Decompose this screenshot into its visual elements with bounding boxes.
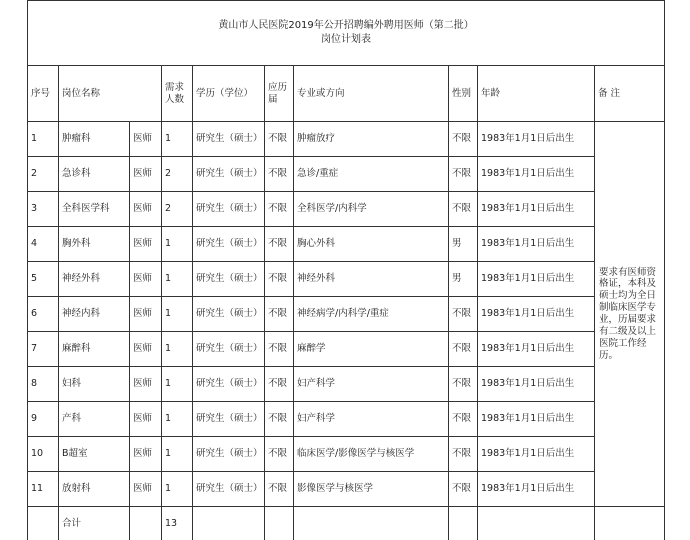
header-age: 年龄 bbox=[478, 66, 595, 122]
cell-fresh: 不限 bbox=[265, 472, 294, 507]
total-count: 13 bbox=[162, 507, 193, 540]
cell-title: 医师 bbox=[130, 472, 162, 507]
cell-gender: 不限 bbox=[449, 157, 478, 192]
cell-major: 麻醉学 bbox=[294, 332, 449, 367]
cell-age: 1983年1月1日后出生 bbox=[478, 472, 595, 507]
cell-age: 1983年1月1日后出生 bbox=[478, 437, 595, 472]
cell-dept: B超室 bbox=[59, 437, 130, 472]
cell-dept: 神经外科 bbox=[59, 262, 130, 297]
cell-title: 医师 bbox=[130, 402, 162, 437]
cell-dept: 急诊科 bbox=[59, 157, 130, 192]
header-major: 专业或方向 bbox=[294, 66, 449, 122]
cell-count: 1 bbox=[162, 122, 193, 157]
cell-index: 7 bbox=[28, 332, 59, 367]
cell-fresh: 不限 bbox=[265, 262, 294, 297]
table-row bbox=[28, 367, 665, 402]
cell-age: 1983年1月1日后出生 bbox=[478, 192, 595, 227]
cell-dept: 麻醉科 bbox=[59, 332, 130, 367]
cell-education: 研究生（硕士） bbox=[193, 472, 265, 507]
cell-age: 1983年1月1日后出生 bbox=[478, 157, 595, 192]
cell-count: 1 bbox=[162, 402, 193, 437]
cell-fresh: 不限 bbox=[265, 192, 294, 227]
header-index: 序号 bbox=[28, 66, 59, 122]
cell-education: 研究生（硕士） bbox=[193, 262, 265, 297]
table-row bbox=[28, 227, 665, 262]
header-row bbox=[28, 66, 665, 122]
title-line-2: 岗位计划表 bbox=[321, 34, 372, 45]
cell-education: 研究生（硕士） bbox=[193, 437, 265, 472]
cell-gender: 不限 bbox=[449, 332, 478, 367]
cell-gender: 不限 bbox=[449, 367, 478, 402]
cell-index: 2 bbox=[28, 157, 59, 192]
total-gender-cell bbox=[449, 507, 478, 540]
cell-major: 胸心外科 bbox=[294, 227, 449, 262]
cell-age: 1983年1月1日后出生 bbox=[478, 227, 595, 262]
cell-title: 医师 bbox=[130, 262, 162, 297]
cell-gender: 不限 bbox=[449, 472, 478, 507]
table-row bbox=[28, 472, 665, 507]
cell-gender: 不限 bbox=[449, 297, 478, 332]
cell-dept: 放射科 bbox=[59, 472, 130, 507]
cell-index: 3 bbox=[28, 192, 59, 227]
cell-fresh: 不限 bbox=[265, 367, 294, 402]
cell-title: 医师 bbox=[130, 332, 162, 367]
cell-age: 1983年1月1日后出生 bbox=[478, 297, 595, 332]
cell-fresh: 不限 bbox=[265, 437, 294, 472]
table-row bbox=[28, 262, 665, 297]
cell-fresh: 不限 bbox=[265, 227, 294, 262]
cell-count: 2 bbox=[162, 157, 193, 192]
table-row bbox=[28, 332, 665, 367]
cell-index: 10 bbox=[28, 437, 59, 472]
cell-gender: 男 bbox=[449, 262, 478, 297]
header-remark: 备 注 bbox=[595, 66, 665, 122]
cell-education: 研究生（硕士） bbox=[193, 367, 265, 402]
cell-fresh: 不限 bbox=[265, 122, 294, 157]
cell-dept: 妇科 bbox=[59, 367, 130, 402]
total-label: 合计 bbox=[59, 507, 130, 540]
cell-dept: 全科医学科 bbox=[59, 192, 130, 227]
cell-count: 1 bbox=[162, 332, 193, 367]
cell-count: 1 bbox=[162, 472, 193, 507]
cell-fresh: 不限 bbox=[265, 297, 294, 332]
cell-education: 研究生（硕士） bbox=[193, 332, 265, 367]
cell-major: 肿瘤放疗 bbox=[294, 122, 449, 157]
cell-title: 医师 bbox=[130, 122, 162, 157]
cell-age: 1983年1月1日后出生 bbox=[478, 262, 595, 297]
total-age-cell bbox=[478, 507, 595, 540]
cell-count: 1 bbox=[162, 437, 193, 472]
cell-major: 妇产科学 bbox=[294, 402, 449, 437]
cell-count: 1 bbox=[162, 297, 193, 332]
cell-title: 医师 bbox=[130, 297, 162, 332]
cell-dept: 产科 bbox=[59, 402, 130, 437]
cell-index: 8 bbox=[28, 367, 59, 402]
header-post-name: 岗位名称 bbox=[59, 66, 162, 122]
table-row bbox=[28, 297, 665, 332]
cell-index: 9 bbox=[28, 402, 59, 437]
remark-cell: 要求有医师资格证，本科及硕士均为全日制临床医学专业，历届要求有二级及以上医院工作经历。 bbox=[595, 122, 665, 507]
cell-dept: 胸外科 bbox=[59, 227, 130, 262]
cell-title: 医师 bbox=[130, 227, 162, 262]
cell-dept: 神经内科 bbox=[59, 297, 130, 332]
cell-index: 6 bbox=[28, 297, 59, 332]
total-major-cell bbox=[294, 507, 449, 540]
header-fresh-grad: 应历届 bbox=[265, 66, 294, 122]
total-fresh-cell bbox=[265, 507, 294, 540]
table-row bbox=[28, 192, 665, 227]
cell-count: 1 bbox=[162, 262, 193, 297]
header-education: 学历（学位） bbox=[193, 66, 265, 122]
table-row bbox=[28, 157, 665, 192]
cell-education: 研究生（硕士） bbox=[193, 192, 265, 227]
cell-title: 医师 bbox=[130, 437, 162, 472]
table-title bbox=[28, 1, 665, 66]
table-body bbox=[28, 1, 665, 540]
header-need-count: 需求人数 bbox=[162, 66, 193, 122]
cell-education: 研究生（硕士） bbox=[193, 157, 265, 192]
cell-major: 全科医学/内科学 bbox=[294, 192, 449, 227]
cell-age: 1983年1月1日后出生 bbox=[478, 332, 595, 367]
table-row bbox=[28, 122, 665, 157]
cell-count: 1 bbox=[162, 227, 193, 262]
cell-age: 1983年1月1日后出生 bbox=[478, 367, 595, 402]
cell-major: 神经外科 bbox=[294, 262, 449, 297]
cell-gender: 不限 bbox=[449, 192, 478, 227]
cell-count: 1 bbox=[162, 367, 193, 402]
cell-major: 影像医学与核医学 bbox=[294, 472, 449, 507]
cell-age: 1983年1月1日后出生 bbox=[478, 402, 595, 437]
title-row bbox=[28, 1, 665, 66]
cell-gender: 不限 bbox=[449, 402, 478, 437]
table-row bbox=[28, 437, 665, 472]
cell-major: 急诊/重症 bbox=[294, 157, 449, 192]
header-gender: 性别 bbox=[449, 66, 478, 122]
cell-index: 11 bbox=[28, 472, 59, 507]
cell-title: 医师 bbox=[130, 157, 162, 192]
title-line-1: 黄山市人民医院2019年公开招聘编外聘用医师（第二批） bbox=[218, 19, 474, 31]
cell-index: 4 bbox=[28, 227, 59, 262]
cell-gender: 不限 bbox=[449, 122, 478, 157]
cell-title: 医师 bbox=[130, 192, 162, 227]
cell-gender: 男 bbox=[449, 227, 478, 262]
bottom-edge-fragment bbox=[0, 533, 160, 539]
cell-education: 研究生（硕士） bbox=[193, 227, 265, 262]
cell-fresh: 不限 bbox=[265, 157, 294, 192]
cell-count: 2 bbox=[162, 192, 193, 227]
cell-education: 研究生（硕士） bbox=[193, 402, 265, 437]
cell-index: 5 bbox=[28, 262, 59, 297]
cell-education: 研究生（硕士） bbox=[193, 297, 265, 332]
cell-dept: 肿瘤科 bbox=[59, 122, 130, 157]
position-plan-table bbox=[27, 0, 665, 540]
cell-major: 临床医学/影像医学与核医学 bbox=[294, 437, 449, 472]
cell-fresh: 不限 bbox=[265, 402, 294, 437]
table-row bbox=[28, 402, 665, 437]
total-remark-cell bbox=[595, 507, 665, 540]
cell-title: 医师 bbox=[130, 367, 162, 402]
cell-education: 研究生（硕士） bbox=[193, 122, 265, 157]
cell-index: 1 bbox=[28, 122, 59, 157]
total-education-cell bbox=[193, 507, 265, 540]
cell-major: 神经病学/内科学/重症 bbox=[294, 297, 449, 332]
cell-gender: 不限 bbox=[449, 437, 478, 472]
cell-major: 妇产科学 bbox=[294, 367, 449, 402]
cell-fresh: 不限 bbox=[265, 332, 294, 367]
cell-age: 1983年1月1日后出生 bbox=[478, 122, 595, 157]
